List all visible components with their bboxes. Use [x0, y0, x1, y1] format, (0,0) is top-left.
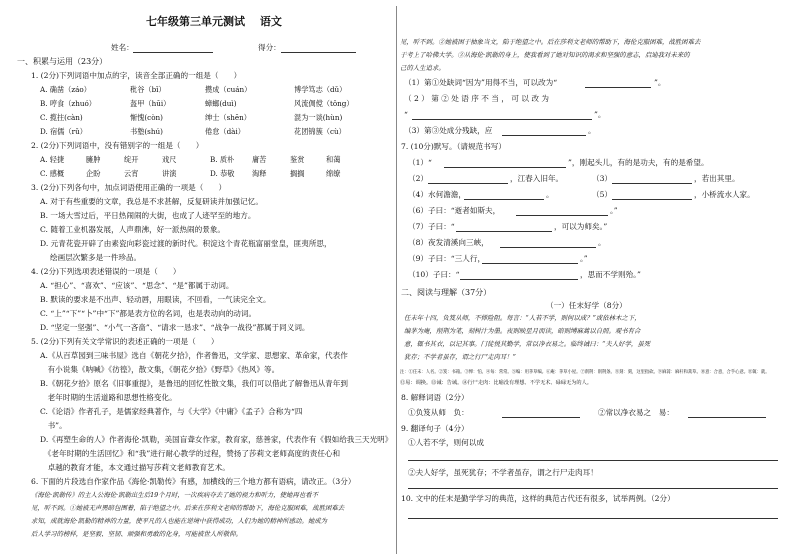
q1-cell: 蟑螂(duì) [205, 99, 237, 108]
q7-6-a: （6）子曰：“逝者如斯夫， [408, 206, 501, 215]
q4-option[interactable]: D. “坚定一坚强”、“小气一吝啬”、“请求一恳求”、“战争一战役”都属于同义词。 [40, 323, 310, 332]
q7-7-blank[interactable] [456, 231, 552, 232]
name-label: 姓名： [111, 43, 134, 52]
q5-option[interactable]: A.《从百草园到三味书屋》选自《朝花夕拾》，作者鲁迅，文学家、思想家、革命家，代表作 [40, 351, 348, 360]
q2-cell: 讲演 [162, 169, 177, 178]
q6-blank-3[interactable] [502, 135, 586, 136]
q7-1-b: ”，刚起头儿，有的是功夫，有的是希望。 [568, 158, 709, 167]
q2-cell: 云宵 [124, 169, 139, 178]
q7-6-blank[interactable] [516, 215, 608, 216]
q7-4-a: （4）水何澹澹， [408, 190, 466, 199]
q8-a-blank[interactable] [502, 417, 580, 418]
q8-stem: 8. 解释词语（2分） [401, 393, 469, 402]
q8-b: ②常以净衣易之 易： [598, 408, 674, 417]
section-1-heading: 一、积累与运用（23分） [17, 57, 108, 66]
q7-5-blank[interactable] [612, 199, 692, 200]
q2-cell: 戏尺 [162, 155, 177, 164]
q2-cell: 搁搁 [290, 169, 305, 178]
q6-item-3: （3）第③处成分残缺，应 [404, 126, 493, 135]
q6-passage-line: 见，听不到。①她被无声黑暗包围着，陷于绝望之中。后来在莎利文老师的帮助下，海伦克服困难，战胜困难去 [31, 504, 345, 512]
q3-stem: 3. (2分)下列各句中，加点词语使用正确的一项是（ ） [31, 183, 227, 192]
q2-cell: 臃肿 [86, 155, 101, 164]
q7-9-b: 。” [580, 254, 588, 263]
q6-passage-cont: 见，听不到。②她被困于抽象当文，陷于绝望之中。后在莎利文老师的帮助下，海伦克服困难，战胜困难去 [400, 38, 701, 46]
q7-6-b: 。” [610, 206, 618, 215]
column-divider [396, 6, 397, 554]
q6-item-2-end: ”。 [594, 110, 606, 119]
q6-blank-1[interactable] [585, 87, 651, 88]
q4-stem: 4. (2分)下列选项表述错误的一项是（ ） [31, 267, 181, 276]
score-label: 得分： [258, 43, 281, 52]
q1-cell: 秕谷（bǐ） [130, 85, 166, 94]
q1-cell[interactable]: B. 哼食（zhuó） [40, 99, 96, 108]
reading-line: 意，辄书其衣，以记其事。门徒悦其勤学，常以净衣易之。临终诫曰：“夫人好学，虽死 [404, 340, 651, 348]
q5-option-cont: 书”。 [40, 421, 67, 430]
q3-option[interactable]: D. 元青花瓷开辟了由素瓷向彩瓷过渡的新时代。积淀这个青花瓶富丽堂皇，匪夷所思， [40, 239, 332, 248]
q5-option[interactable]: D.《再塑生命的人》作者海伦·凯勒，美国盲聋女作家，教育家，慈善家，代表作有《假如给我三天光明》 [40, 435, 393, 444]
q7-3-a: （3） [592, 174, 613, 183]
q9-stem: 9. 翻译句子（4分） [401, 424, 469, 433]
q5-stem: 5. (2分)下列有关文学常识的表述正确的一项是（ ） [31, 337, 219, 346]
q3-option-cont: 绘画层次繁多是一件珍品。 [40, 253, 142, 262]
q1-cell: 书塾(shú) [130, 127, 163, 136]
q2-cell[interactable]: B. 质朴 [210, 155, 235, 164]
q2-cell: 和蔼 [326, 155, 341, 164]
q7-8-a: （8）夜发清溪向三峡， [408, 238, 489, 247]
q1-cell[interactable]: C. 揽拄(càn) [40, 113, 83, 122]
q7-1-a: （1）“ [408, 158, 432, 167]
q7-2-b: ，江春入旧年。 [510, 174, 564, 183]
q6-passage-line: 求知，成就海伦·凯勒的精神的力量，使平凡的人也能在逆境中获得成功，人们为她的精神所感动。她成为 [31, 517, 327, 525]
reading-notes: 注：①任末：人名。②笈：书箱。③惮：怕。④每：常常。⑤编：用茅草编。⑥庵：茅草小屋。⑦削荆：削荆条。⑧刻：刻，这里指砍。⑨麻蒿：麻秆和蒿草。⑩意：合意，合乎心意。⑪辄：就。 [400, 370, 770, 375]
q5-option-cont: 卓越的教育才能，本文通过描写莎莉文老师教育艺术。 [40, 463, 230, 472]
q3-option[interactable]: A. 对于有些重要的文章，我总是不求甚解，反复研读并加强记忆。 [40, 197, 263, 206]
q7-9-a: （9）子曰：“三人行， [408, 254, 486, 263]
q4-option[interactable]: A. “担心”、“喜欢”、“应该”、“思念”、“是”都属于动词。 [40, 281, 234, 290]
q6-blank-2[interactable] [412, 119, 592, 120]
q8-b-blank[interactable] [688, 417, 766, 418]
name-blank[interactable] [133, 52, 213, 53]
q1-cell: 花团锦簇（cù） [294, 127, 346, 136]
q2-cell: 绵缭 [326, 169, 341, 178]
q1-cell: 攒成（cuán） [205, 85, 252, 94]
q7-7-b: ，可以为师矣。” [554, 222, 608, 231]
q6-passage-cont: 己的人生追求。 [400, 64, 445, 72]
q7-8-blank[interactable] [500, 247, 596, 248]
q7-stem: 7. (10分)默写。（请规范书写） [401, 142, 506, 151]
q1-cell[interactable]: A. 确凿（záo） [40, 85, 91, 94]
q5-option-cont: 有小说集《呐喊》《彷徨》，散文集，《朝花夕拾》《野草》《热风》等。 [40, 365, 280, 374]
reading-line: 编茅为庵，削荆为笔，刻树汁为墨。夜则映星月而读，暗则缚麻蒿以自照。观书有合 [404, 327, 641, 335]
q6-stem: 6. 下面的片段选自作家作品《海伦·凯勒传》有感，加横线的三个地方都有语病，请改正。（3分） [31, 477, 356, 486]
q7-3-blank[interactable] [612, 183, 692, 184]
q7-2-a: （2） [408, 174, 429, 183]
q7-9-blank[interactable] [482, 263, 578, 264]
q6-item-2: （ 2 ） 第 ② 处 语 序 不 当 ， 可 以 改 为 [404, 94, 549, 103]
q1-cell: 惭愧(còn) [130, 113, 163, 122]
q9-b-answer-line[interactable] [408, 488, 778, 489]
q2-cell: 庸苦 [252, 155, 267, 164]
q10-answer-line[interactable] [408, 518, 778, 519]
q1-cell: 盔甲（hūi） [130, 99, 171, 108]
q6-passage-line: 《海伦·凯勒传》的主人公海伦·凯勒出生后19个月时，一次疾病夺去了她的视力和听力，使她再也看不 [31, 491, 318, 499]
q5-option[interactable]: B.《朝花夕拾》原名《旧事重提》，是鲁迅的回忆性散文集，我们可以借此了解鲁迅从青年到 [40, 379, 348, 388]
q8-a: ①负笈从师 负： [408, 408, 469, 417]
q1-cell: 绅士（shēn） [205, 113, 251, 122]
exam-title: 七年级第三单元测试 语文 [146, 15, 282, 28]
q4-option[interactable]: C. “上”“下”“卜”中“下”都是表方位的名词，也是表动向的动词。 [40, 309, 257, 318]
q10-stem: 10. 文中的任末是勤学学习的典范，这样的典范古代还有很多，试举两例。（2分） [401, 494, 675, 503]
q1-cell: 倦怠（dài） [205, 127, 245, 136]
reading-line: 犹存；不学者虽存，谓之行尸走肉耳！” [404, 353, 516, 361]
q9-b: ②夫人好学，虽死犹存；不学者虽存，谓之行尸走肉耳！ [408, 468, 598, 477]
q2-cell: 企盼 [86, 169, 101, 178]
q7-1-blank[interactable] [444, 167, 566, 168]
q6-item-1: （1）第①处缺词“因为”用得不当，可以改为“ [404, 78, 558, 87]
q2-cell: 淘释 [252, 169, 267, 178]
q7-4-b: 。 [546, 190, 554, 199]
q3-option[interactable]: B. 一场大雪过后，平日热闹闹的大街，也成了人迹罕至的地方。 [40, 211, 256, 220]
q2-cell[interactable]: D. 恭敬 [210, 169, 235, 178]
q7-10-a: （10）子曰：“ [408, 270, 460, 279]
q6-passage-line: 后人学习的榜样，是坚毅、坚韧、顽强和勇敢的化身，可能被世人所敬仰。 [31, 530, 242, 538]
q5-option-cont: 老年时期的生活道路和思想性格变化。 [40, 393, 177, 402]
q2-cell: 鉴赏 [290, 155, 305, 164]
left-column [0, 0, 396, 560]
q1-cell: 混为一谈(hùn) [294, 113, 343, 122]
q1-stem: 1. (2分)下列词语中加点的字，读音全部正确的一组是（ ） [31, 71, 242, 80]
q7-4-blank[interactable] [464, 199, 544, 200]
score-blank[interactable] [281, 52, 356, 53]
q6-item-2-quote: “ [404, 110, 408, 119]
q5-option[interactable]: C.《论语》作者孔子，是儒家经典著作，与《大学》《中庸》《孟子》合称为“四 [40, 407, 303, 416]
reading-notes: ⑫易：调换。⑬诫：告诫。⑭行尸走肉：比喻没有理想、不学无术、碌碌无为的人。 [400, 380, 592, 386]
q5-option-cont: 《老年时期的生活回忆》和“我”进行耐心教学的过程，赞扬了莎莉文老师高度的责任心和 [40, 449, 341, 458]
right-column [398, 0, 794, 560]
q7-2-blank[interactable] [428, 183, 508, 184]
q2-cell[interactable]: A. 轻捷 [40, 155, 65, 164]
q1-cell[interactable]: D. 宿儒（rǔ） [40, 127, 87, 136]
q7-10-b: ，思而不学则殆。” [580, 270, 641, 279]
q2-stem: 2. (2分)下列词语中，没有错别字的一组是（ ） [31, 141, 204, 150]
q7-7-a: （7）子曰：“ [408, 222, 455, 231]
q7-5-a: （5） [592, 190, 613, 199]
q9-a: ①人若不学，则何以成 [408, 438, 484, 447]
section-2-heading: 二、阅读与理解（37分） [401, 288, 492, 297]
q7-8-b: 。 [598, 238, 606, 247]
q9-a-answer-line[interactable] [408, 460, 778, 461]
reading-title: （一）任末好学（8分） [546, 301, 627, 310]
q7-10-blank[interactable] [460, 279, 578, 280]
q6-passage-cont: 于考上了哈佛大学。③从海伦·凯勒的身上，使我看到了她对知识的渴求和坚强的意志，启迪我对未来的 [400, 51, 690, 59]
reading-line: 任末年十四，负笈从师，不惮险阻。每言：“人若不学，则何以成？”或依林木之下， [404, 314, 641, 322]
q3-option[interactable]: C. 随着工业机器发展，人声鼎沸，好一派热闹的景象。 [40, 225, 226, 234]
q6-item-3-end: 。 [588, 126, 596, 135]
q7-5-b: ，小桥流水人家。 [694, 190, 755, 199]
q6-item-1-end: ”。 [654, 78, 666, 87]
q2-cell[interactable]: C. 感概 [40, 169, 65, 178]
q7-3-b: ，若出其里。 [694, 174, 740, 183]
q1-cell: 风流倜傥（tǒng） [294, 99, 354, 108]
q2-cell: 绽开 [124, 155, 139, 164]
q1-cell: 博学笃志（dǔ） [294, 85, 347, 94]
q4-option[interactable]: B. 默读的要求是不出声、轻动唇，用眼读，不回看，一气读完全文。 [40, 295, 271, 304]
